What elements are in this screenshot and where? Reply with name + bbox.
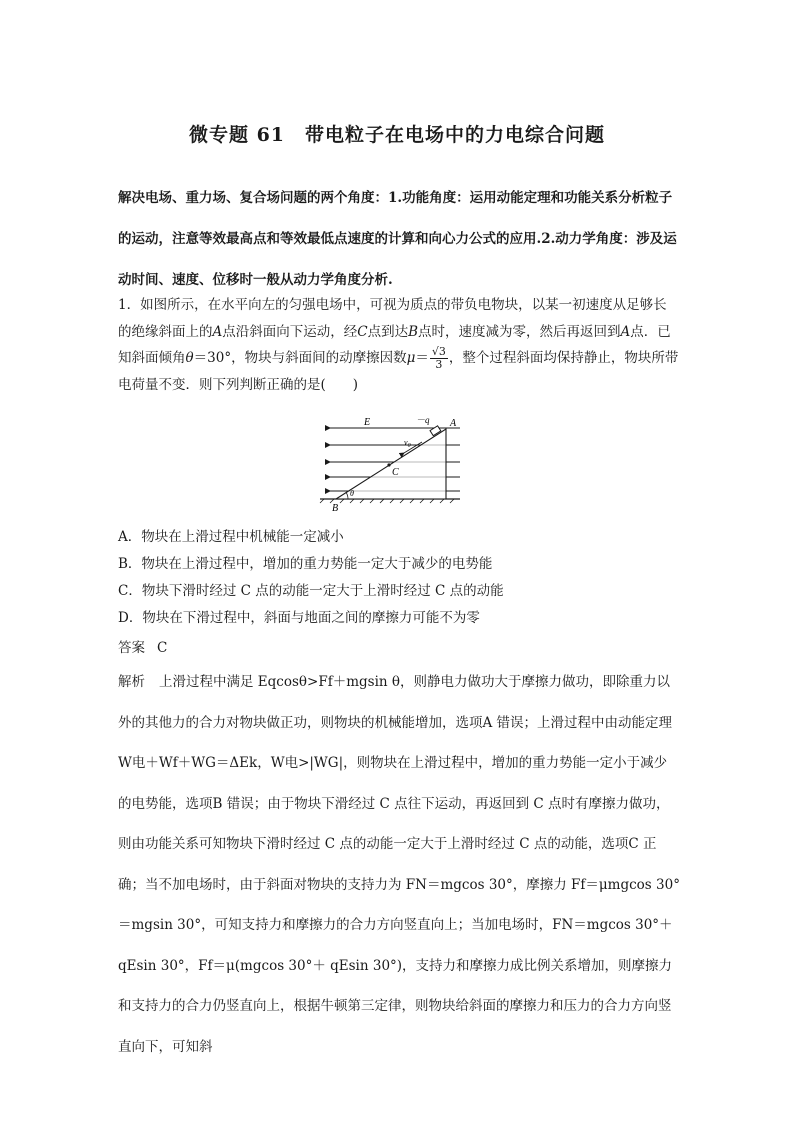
sqrt3-over-3-fraction: $\frac{√3}{3}$ [431,345,446,371]
intro-paragraph: 解决电场、重力场、复合场问题的两个角度：1.功能角度：运用动能定理和功能关系分析粒子的运动，注意等效最高点和等效最低点速度的计算和向心力公式的应用.2.动力学角度：涉及运动时间、速度、位移时一般从动力学角度分析. [118,190,677,288]
point-c-dot [387,463,390,466]
answer-label: 答案 [118,640,145,656]
option-b: B．物块在上滑过程中，增加的重力势能一定大于减少的电势能 [118,556,493,572]
incline-field-diagram [318,412,468,512]
label-b: B [332,503,339,512]
ground-hatching [320,499,454,503]
analysis-paragraph [118,662,680,1067]
label-e: E [364,417,371,428]
label-a: A [450,418,457,429]
label-theta: θ [350,489,354,498]
answer-value: C [157,640,168,656]
answer-line [118,636,167,656]
page-title: 微专题 61 带电粒子在电场中的力电综合问题 [188,124,606,146]
analysis-text: 上滑过程中满足 Eqcosθ>Ff＋mgsin θ，则静电力做功大于摩擦力做功，即除重力以外的其他力的合力对物块做正功，则物块的机械能增加，选项A 错误；上滑过程中由动能定理W电＋Wf＋WG＝ΔEk，W电>|WG|，则物块在上滑过程中，增加的重力势能一定小于减少的电势能，选项B 错误；由于物块下滑经过 C 点往下运动，再返回到 C 点时有摩擦力做功，则由功能关系可知物块下滑时经过 C 点的动能一定大于上滑时经过 C 点的动能，选项C 正确；当不加电场时，由于斜面对物块的支持力为 FN＝mgcos 30°，摩擦力 Ff＝μmgcos 30°＝mgsin 30°，可知支持力和摩擦力的合力方向竖直向上；当加电场时，FN＝mgcos 30°＋qEsin 30°，Ff＝μ(mgcos 30°＋ qEsin 30°)，支持力和摩擦力成比例关系增加，则摩擦力和支持力的合力仍竖直向上，根据牛顿第三定律，则物块给斜面的摩擦力和压力的合力方向竖直向下，可知斜 [118,674,680,1055]
option-c: C．物块下滑时经过 C 点的动能一定大于上滑时经过 C 点的动能 [118,583,504,599]
label-v0: $v_0$ [404,438,411,449]
option-a: A．物块在上滑过程中机械能一定减小 [118,529,344,545]
label-c: C [392,467,399,478]
analysis-label: 解析 [118,674,145,690]
question-stem: 1．如图所示，在水平向左的匀强电场中，可视为质点的带负电物块，以某一初速度从足够长的绝缘斜面上的A点沿斜面向下运动，经C点到达B点时，速度减为零，然后再返回到A点．已知斜面倾角θ＝30°，物块与斜面间的动摩擦因数μ＝ $\frac{√3}{3}$ ，整个过程斜面均保持静止，物块所带电荷量不变．则下列判断正确的是( ) [118,297,679,393]
label-charge: －q [416,415,430,425]
option-d: D．物块在下滑过程中，斜面与地面之间的摩擦力可能不为零 [118,610,480,626]
